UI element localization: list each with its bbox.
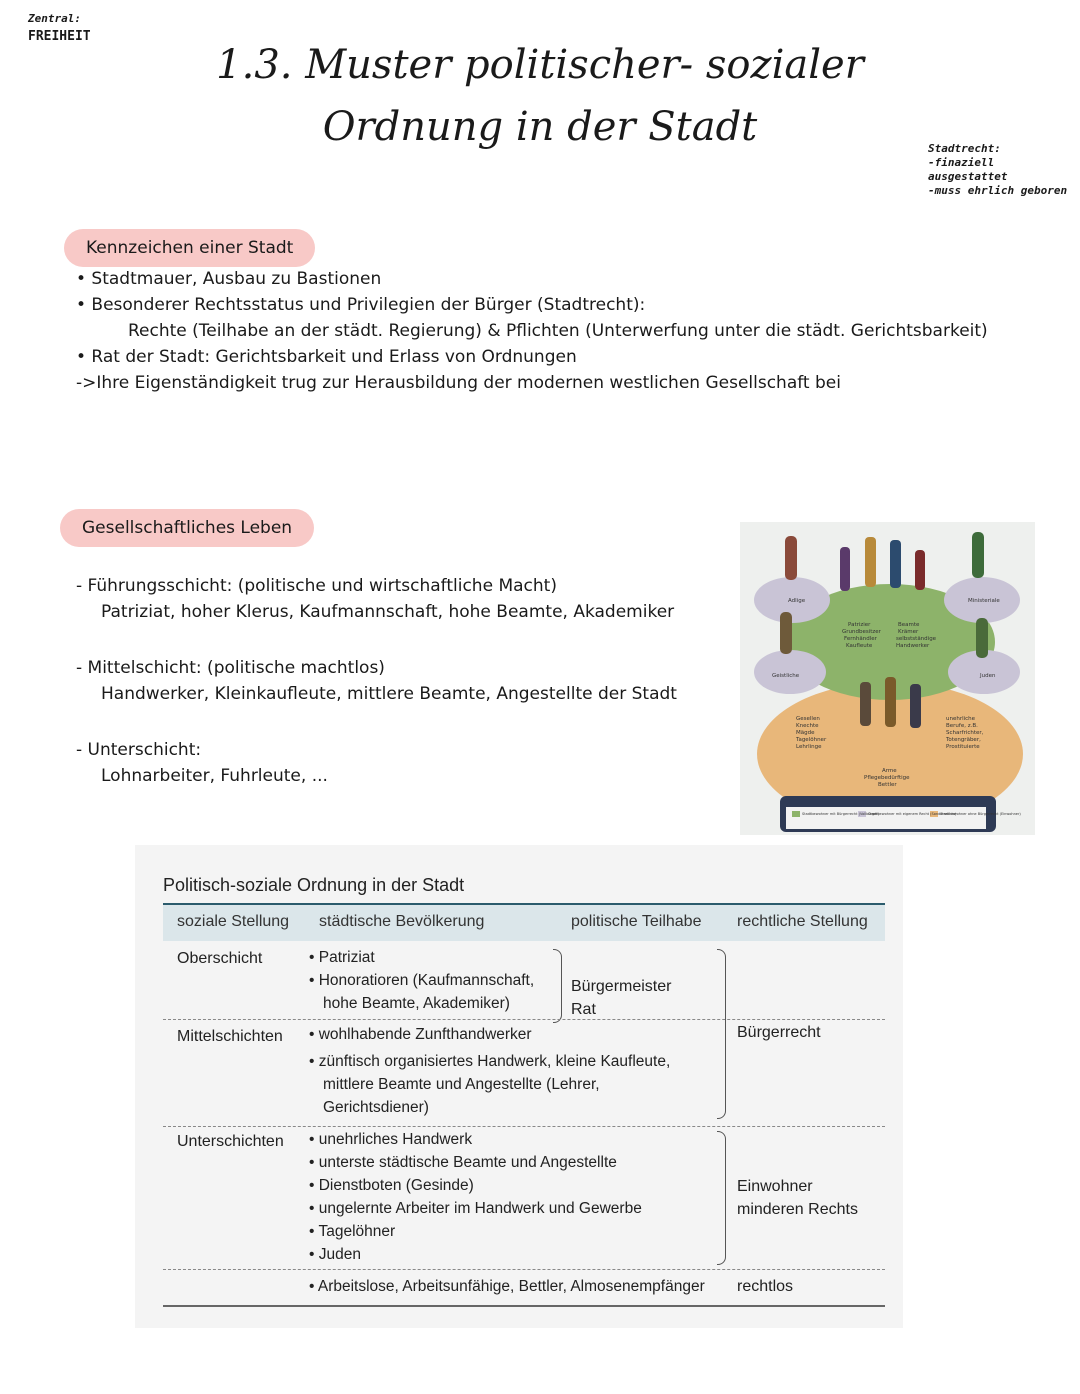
einwohner-line2: minderen Rechts [737, 1201, 858, 1218]
label-bottom-left1: Gesellen [796, 716, 820, 722]
legend-text-2: Stadtbewohner mit eigenem Recht (Sonderrechte) [868, 812, 957, 816]
divider-2 [163, 1126, 885, 1127]
row-mittelschichten-items [309, 1023, 670, 1119]
m-item-2c: Gerichtsdiener) [323, 1099, 429, 1116]
page-title-line1: 1.3. Muster politischer- sozialer [216, 42, 864, 88]
rechtlich-rechtlos: rechtlos [737, 1278, 794, 1295]
header-soziale-stellung: soziale Stellung [177, 913, 290, 930]
label-center1: Patrizier [848, 622, 871, 628]
label-bottom-center1: Arme [882, 768, 897, 774]
teilhabe-buergermeister: Bürgermeister [571, 978, 672, 995]
label-center4: Kaufleute [846, 643, 873, 649]
row-unterschichten-items [309, 1128, 642, 1266]
middle-class-heading: - Mittelschicht: (politische machtlos) [76, 658, 385, 678]
row-label-mittelschichten: Mittelschichten [177, 1028, 283, 1045]
label-center5: Beamte [898, 622, 920, 628]
m-item-2: • zünftisch organisiertes Handwerk, kleine Kaufleute, [309, 1053, 671, 1070]
last-item: • Arbeitslose, Arbeitsunfähige, Bettler, Almosenempfänger [309, 1278, 705, 1295]
label-center3: Fernhändler [844, 636, 877, 642]
table-title: Politisch-soziale Ordnung in der Stadt [163, 875, 465, 895]
label-ministeriale: Ministeriale [968, 598, 1000, 604]
label-bottom-left4: Tagelöhner [796, 737, 827, 743]
bullet-rechtsstatus: • Besonderer Rechtsstatus und Privilegien der Bürger (Stadtrecht): [76, 295, 646, 315]
label-center6: Krämer [898, 629, 919, 635]
page-title-line2: Ordnung in der Stadt [322, 104, 758, 150]
side-note-line1: -finaziell ausgestattet [928, 156, 1008, 183]
side-note-line2: -muss ehrlich geboren [928, 184, 1068, 197]
u-item-6: • Juden [309, 1246, 361, 1263]
label-bottom-center3: Bettler [878, 782, 897, 788]
brace-einwohner [717, 1131, 726, 1265]
label-center7: selbstständige [896, 636, 937, 642]
upper-class-heading: - Führungsschicht: (politische und wirtschaftliche Macht) [76, 576, 557, 596]
lower-class-heading: - Unterschicht: [76, 740, 202, 760]
label-center2: Grundbesitzer [842, 629, 881, 635]
label-juden: Juden [980, 673, 996, 679]
social-order-illustration [740, 522, 1035, 835]
section-heading-kennzeichen: Kennzeichen einer Stadt [64, 229, 315, 267]
o-item-2: • Honoratioren (Kaufmannschaft, [309, 972, 535, 989]
label-center8: Handwerker [896, 643, 930, 649]
label-bottom-right1: unehrliche [946, 716, 976, 722]
rechtlich-einwohner [737, 1175, 858, 1221]
section-gesellschaft-body [76, 573, 677, 789]
table-bottom-rule [163, 1305, 885, 1307]
bullet-rechtsstatus-detail: Rechte (Teilhabe an der städt. Regierung) & Pflichten (Unterwerfung unter die städt. Gerichtsbarkeit) [128, 321, 988, 341]
m-item-1: • wohlhabende Zunfthandwerker [309, 1026, 532, 1043]
label-bottom-center2: Pflegebedürftige [864, 775, 910, 781]
row-oberschicht-items [309, 946, 534, 1015]
table-header-row [163, 903, 885, 941]
upper-class-body: Patriziat, hoher Klerus, Kaufmannschaft, hohe Beamte, Akademiker [101, 602, 675, 622]
label-bottom-right2: Berufe, z.B. [946, 723, 978, 729]
corner-note-value: FREIHEIT [28, 29, 91, 44]
label-adlige: Adlige [788, 598, 806, 604]
u-item-3: • Dienstboten (Gesinde) [309, 1177, 474, 1194]
brace-buergerrecht [717, 949, 726, 1119]
brace-teilhabe [553, 949, 562, 1023]
conclusion-line: ->Ihre Eigenständigkeit trug zur Herausbildung der modernen westlichen Gesellschaft bei [76, 373, 841, 393]
legend-text-3: Stadtbewohner ohne Bürgerrecht (Einwohner) [940, 812, 1021, 816]
header-rechtliche-stellung: rechtliche Stellung [737, 913, 868, 930]
corner-note-label: Zentral: [28, 12, 81, 25]
label-bottom-left5: Lehrlinge [796, 744, 822, 750]
label-bottom-right3: Scharfrichter, [946, 730, 984, 736]
lower-class-body: Lohnarbeiter, Fuhrleute, ... [101, 766, 328, 786]
label-bottom-left2: Knechte [796, 723, 819, 729]
legend-text-1: Stadtbewohner mit Bürgerrecht (Vollbürger) [802, 812, 880, 816]
corner-note [28, 10, 91, 46]
teilhabe-rat: Rat [571, 1001, 596, 1018]
header-teilhabe: politische Teilhabe [571, 913, 702, 930]
einwohner-line1: Einwohner [737, 1178, 813, 1195]
m-item-2b: mittlere Beamte und Angestellte (Lehrer, [323, 1076, 600, 1093]
label-bottom-left3: Mägde [796, 730, 815, 736]
bullet-stadtmauer: • Stadtmauer, Ausbau zu Bastionen [76, 269, 382, 289]
geistliche-circle [754, 650, 826, 694]
divider-1 [163, 1019, 885, 1020]
legend-swatch-1 [792, 811, 800, 817]
side-note [928, 142, 1080, 198]
political-social-order-table [135, 845, 903, 1328]
label-geistliche: Geistliche [772, 673, 800, 679]
header-bevoelkerung: städtische Bevölkerung [319, 913, 485, 930]
side-note-heading: Stadtrecht: [928, 142, 1001, 155]
label-bottom-right4: Totengräber, [946, 737, 981, 743]
social-order-diagram [740, 522, 1035, 835]
teilhabe-cell [571, 975, 671, 1021]
o-item-2b: hohe Beamte, Akademiker) [323, 995, 510, 1012]
u-item-1: • unehrliches Handwerk [309, 1131, 473, 1148]
label-bottom-right5: Prostituierte [946, 744, 980, 750]
bullet-rat: • Rat der Stadt: Gerichtsbarkeit und Erlass von Ordnungen [76, 347, 577, 367]
u-item-4: • ungelernte Arbeiter im Handwerk und Gewerbe [309, 1200, 642, 1217]
section-heading-gesellschaft: Gesellschaftliches Leben [60, 509, 314, 547]
rechtlich-buergerrecht: Bürgerrecht [737, 1024, 821, 1041]
row-label-oberschicht: Oberschicht [177, 950, 263, 967]
section-kennzeichen-body [76, 266, 988, 396]
row-label-unterschichten: Unterschichten [177, 1133, 284, 1150]
u-item-5: • Tagelöhner [309, 1223, 396, 1240]
middle-class-body: Handwerker, Kleinkaufleute, mittlere Beamte, Angestellte der Stadt [101, 684, 677, 704]
o-item-1: • Patriziat [309, 949, 375, 966]
u-item-2: • unterste städtische Beamte und Angestellte [309, 1154, 617, 1171]
divider-3 [163, 1269, 885, 1270]
